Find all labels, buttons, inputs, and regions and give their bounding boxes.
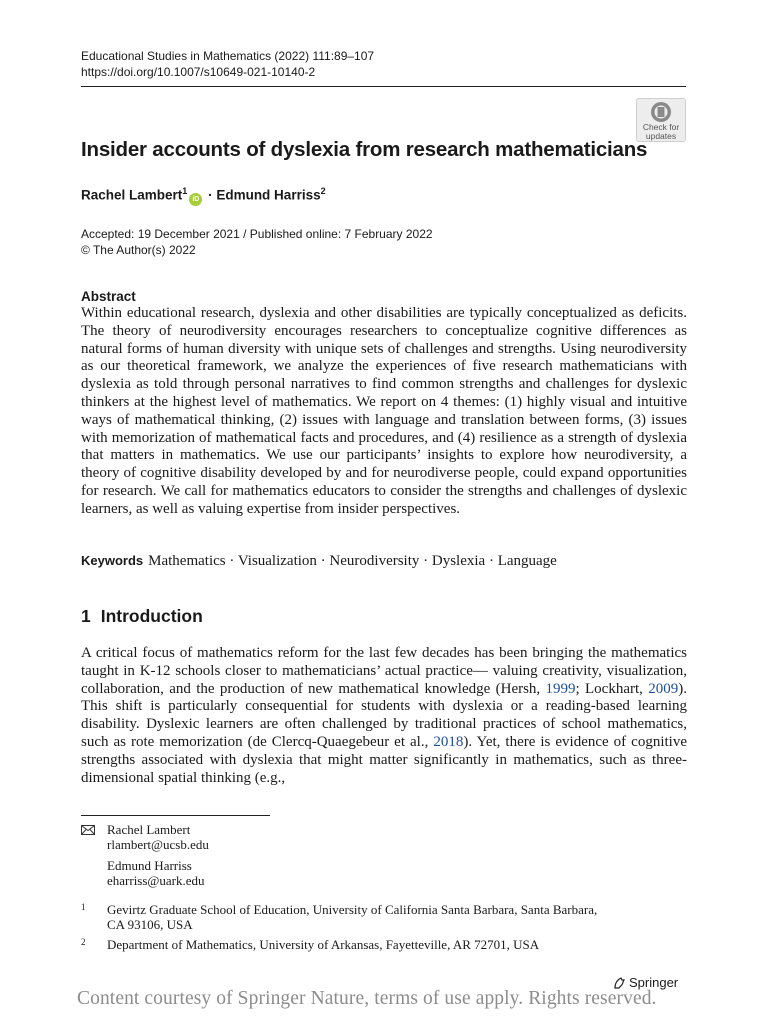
crossmark-icon xyxy=(650,101,672,123)
affiliation-line: CA 93106, USA xyxy=(107,917,193,932)
journal-citation xyxy=(81,49,374,80)
section-number: 1 xyxy=(81,606,91,626)
header-rule xyxy=(81,86,686,87)
contact-name: Rachel Lambert xyxy=(107,822,191,837)
abstract-body: Within educational research, dyslexia and other disabilities are typically conceptualized as deficits. The theory of neurodiversity encourages researchers to conceptualize cognitive differences as natural forms of human diversity with unique sets of challenges and strengths. Using neurodiversity as our theoretical framework, we analyze the experiences of five research mathematicians with dyslexia as told through personal narratives to find common strengths and challenges for dyslexic thinkers at the highest level of mathematics. We report on 4 themes: (1) highly visual and intuitive ways of mathematical thinking, (2) issues with language and translation between forms, (3) issues with memorization of mathematical facts and procedures, and (4) resilience as a strength of dyslexia that matters in mathematics. We use our participants’ insights to explore how neurodiversity, a theory of cognitive disability developed by and for neurodiverse people, could expand opportunities for research. We call for mathematics educators to consider the strengths and challenges of dyslexic learners, as well as valuing expertise from insider perspectives. xyxy=(81,305,687,517)
orcid-icon[interactable]: iD xyxy=(189,193,202,206)
article-title: Insider accounts of dyslexia from research mathematicians xyxy=(81,138,648,161)
author-name[interactable]: Edmund Harriss xyxy=(216,187,321,203)
author-name[interactable]: Rachel Lambert xyxy=(81,187,183,203)
intro-text: A critical focus of mathematics reform for the last few decades has been bringing the mathematics taught in K-12 schools closer to mathematicians’ actual practice— valuing creativity, visualization, collaboration, and the production of new mathematical knowledge (Hersh, xyxy=(81,645,687,697)
author-list xyxy=(81,186,326,206)
affiliation-number: 2 xyxy=(81,937,86,947)
date-line: Accepted: 19 December 2021 / Published online: 7 February 2022 xyxy=(81,227,433,241)
watermark: Content courtesy of Springer Nature, terms of use apply. Rights reserved. xyxy=(77,988,657,1009)
publication-dates xyxy=(81,227,433,258)
citation-link[interactable]: 2018 xyxy=(433,733,464,750)
abstract-heading: Abstract xyxy=(81,289,136,304)
affiliation-marker: 2 xyxy=(320,186,326,196)
citation-link[interactable]: 1999 xyxy=(545,680,576,697)
citation-link[interactable]: 2009 xyxy=(648,680,679,697)
contact-email[interactable]: rlambert@ucsb.edu xyxy=(107,837,209,852)
publisher-name: Springer xyxy=(629,975,679,990)
affiliation-marker: 1 xyxy=(182,186,188,196)
contact-email[interactable]: eharriss@uark.edu xyxy=(107,873,205,888)
crossmark-label-1: Check for xyxy=(642,122,680,132)
contact-name: Edmund Harriss xyxy=(107,858,192,873)
section-title: Introduction xyxy=(100,606,203,626)
check-for-updates-badge[interactable] xyxy=(636,98,686,142)
affiliation-line: Department of Mathematics, University of Arkansas, Fayetteville, AR 72701, USA xyxy=(107,937,540,952)
author-separator: · xyxy=(204,187,217,203)
affiliation-number: 1 xyxy=(81,902,86,912)
copyright-line: © The Author(s) 2022 xyxy=(81,242,196,257)
intro-paragraph xyxy=(81,645,687,787)
intro-text: ). This shift is particularly consequential for students with dyslexia or a reading-based learning disability. Dyslexic learners are often challenged by traditional practices of school mathematics, such as rote memorization (de Clercq-Quaegebeur et al., xyxy=(81,680,687,750)
envelope-icon xyxy=(81,825,95,835)
intro-text: ; Lockhart, xyxy=(575,680,649,697)
section-heading xyxy=(81,606,203,627)
keywords-label: Keywords xyxy=(81,553,144,568)
footnote-rule xyxy=(81,815,270,816)
journal-line: Educational Studies in Mathematics (2022) 111:89–107 xyxy=(81,49,375,63)
keywords-list: Mathematics · Visualization · Neurodiversity · Dyslexia · Language xyxy=(148,553,557,569)
intro-text: ). Yet, there is evidence of cognitive strengths associated with dyslexia that might matter significantly in mathematics, such as three-dimensional spatial thinking (e.g., xyxy=(81,733,687,786)
crossmark-label-2: updates xyxy=(645,130,677,141)
keywords xyxy=(81,553,557,570)
doi-link[interactable]: https://doi.org/10.1007/s10649-021-10140-2 xyxy=(81,64,316,79)
affiliation-line: Gevirtz Graduate School of Education, University of California Santa Barbara, Santa Barbara, xyxy=(107,902,598,917)
